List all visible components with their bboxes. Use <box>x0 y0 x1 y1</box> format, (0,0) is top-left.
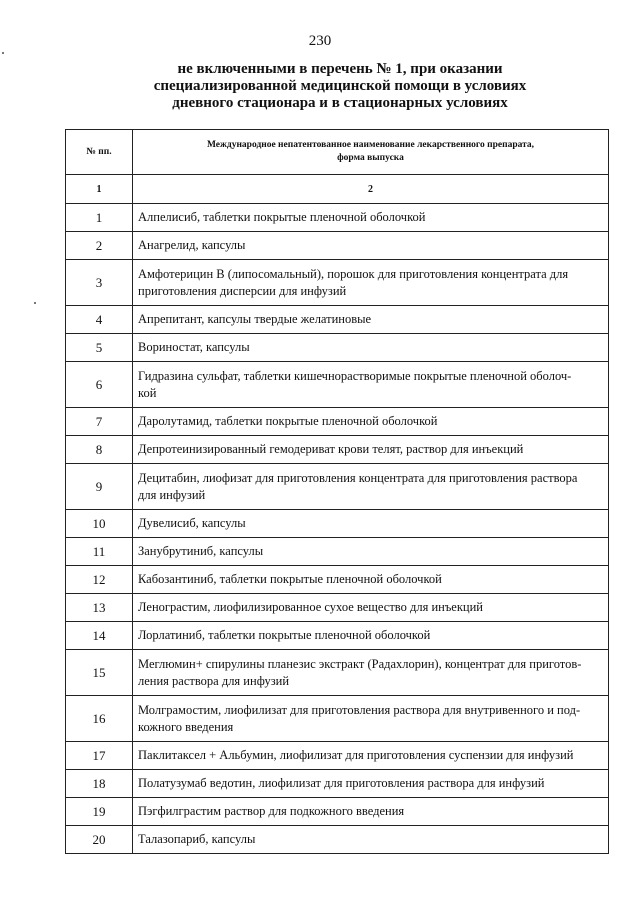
row-number: 2 <box>66 232 133 260</box>
drug-name-line: Талазопариб, капсулы <box>138 832 256 846</box>
table-row <box>66 232 609 260</box>
drug-name-line: Гидразина сульфат, таблетки кишечнорастворимые покрытые пленочной оболоч- <box>138 368 572 383</box>
header-drug-name-line: Международное непатентованное наименование лекарственного препарата, <box>206 140 535 150</box>
drug-name-cell <box>133 770 609 798</box>
drug-name-line: Кабозантиниб, таблетки покрытые пленочной оболочкой <box>138 572 442 586</box>
row-number: 19 <box>66 798 133 826</box>
drug-name-line: кой <box>138 385 157 400</box>
drug-name-cell <box>133 622 609 650</box>
title-line: дневного стационара и в стационарных условиях <box>172 95 508 111</box>
table-row <box>66 464 609 510</box>
drug-name-cell <box>133 538 609 566</box>
drug-name-cell <box>133 594 609 622</box>
drug-name-line: Лорлатиниб, таблетки покрытые пленочной оболочкой <box>138 628 431 642</box>
page-number: 230 <box>308 33 332 49</box>
table-row <box>66 826 609 854</box>
drug-name-cell <box>133 826 609 854</box>
row-number: 4 <box>66 306 133 334</box>
row-number: 16 <box>66 696 133 742</box>
drug-name-line: Молграмостим, лиофилизат для приготовления раствора для внутривенного и под- <box>138 702 581 717</box>
row-number: 8 <box>66 436 133 464</box>
row-number: 13 <box>66 594 133 622</box>
table-row <box>66 622 609 650</box>
row-number: 14 <box>66 622 133 650</box>
table-row <box>66 742 609 770</box>
row-number: 20 <box>66 826 133 854</box>
header-number: № пп. <box>66 130 133 175</box>
table-row <box>66 510 609 538</box>
drug-name-cell <box>133 204 609 232</box>
row-number: 5 <box>66 334 133 362</box>
drug-name-line: Амфотерицин В (липосомальный), порошок для приготовления концентрата для <box>138 266 569 281</box>
table-row <box>66 408 609 436</box>
row-number: 12 <box>66 566 133 594</box>
scan-speck <box>2 52 4 54</box>
table-row <box>66 306 609 334</box>
header-drug-name-line: форма выпуска <box>337 153 404 163</box>
header-drug-name <box>133 130 609 175</box>
drug-name-line: Даролутамид, таблетки покрытые пленочной оболочкой <box>138 414 438 428</box>
document-title <box>80 61 600 112</box>
drug-name-line: Алпелисиб, таблетки покрытые пленочной оболочкой <box>138 210 426 224</box>
drug-name-line: Децитабин, лиофизат для приготовления концентрата для приготовления раствора <box>138 470 578 485</box>
drug-name-line: Депротеинизированный гемодериват крови телят, раствор для инъекций <box>138 442 524 456</box>
drug-name-cell <box>133 464 609 510</box>
drug-name-line: Анагрелид, капсулы <box>138 238 246 252</box>
row-number: 6 <box>66 362 133 408</box>
table-row <box>66 696 609 742</box>
drug-name-line: кожного введения <box>138 719 234 734</box>
table-row <box>66 436 609 464</box>
table-header-row <box>66 130 609 175</box>
row-number: 1 <box>66 204 133 232</box>
column-number-row <box>66 175 609 204</box>
table-row <box>66 770 609 798</box>
scan-speck <box>34 302 36 304</box>
drug-name-cell <box>133 232 609 260</box>
table-row <box>66 362 609 408</box>
drug-name-line: Пэгфилграстим раствор для подкожного введения <box>138 804 405 818</box>
table-row <box>66 538 609 566</box>
drug-name-cell <box>133 408 609 436</box>
drug-table <box>65 129 609 854</box>
drug-name-line: приготовления дисперсии для инфузий <box>138 283 347 298</box>
drug-name-line: Паклитаксел + Альбумин, лиофилизат для приготовления суспензии для инфузий <box>138 748 574 762</box>
table-row <box>66 650 609 696</box>
table-row <box>66 594 609 622</box>
drug-name-line: для инфузий <box>138 487 206 502</box>
table-body <box>66 204 609 854</box>
row-number: 10 <box>66 510 133 538</box>
drug-name-line: ления раствора для инфузий <box>138 673 290 688</box>
drug-name-cell <box>133 696 609 742</box>
table-row <box>66 204 609 232</box>
row-number: 9 <box>66 464 133 510</box>
drug-name-cell <box>133 436 609 464</box>
row-number: 3 <box>66 260 133 306</box>
drug-name-line: Дувелисиб, капсулы <box>138 516 246 530</box>
column-number: 1 <box>66 175 133 204</box>
table-row <box>66 798 609 826</box>
column-number: 2 <box>133 175 609 204</box>
drug-name-cell <box>133 510 609 538</box>
row-number: 11 <box>66 538 133 566</box>
row-number: 18 <box>66 770 133 798</box>
title-line: специализированной медицинской помощи в условиях <box>153 78 527 94</box>
row-number: 17 <box>66 742 133 770</box>
drug-name-line: Ленограстим, лиофилизированное сухое вещество для инъекций <box>138 600 483 614</box>
drug-name-cell <box>133 650 609 696</box>
table-row <box>66 260 609 306</box>
drug-name-cell <box>133 334 609 362</box>
drug-name-cell <box>133 260 609 306</box>
drug-name-cell <box>133 362 609 408</box>
row-number: 15 <box>66 650 133 696</box>
table-row <box>66 334 609 362</box>
drug-name-line: Полатузумаб ведотин, лиофилизат для приготовления раствора для инфузий <box>138 776 545 790</box>
drug-name-cell <box>133 798 609 826</box>
drug-name-line: Апрепитант, капсулы твердые желатиновые <box>138 312 372 326</box>
drug-name-line: Вориностат, капсулы <box>138 340 250 354</box>
title-line: не включенными в перечень № 1, при оказании <box>177 61 503 77</box>
drug-name-line: Занубрутиниб, капсулы <box>138 544 264 558</box>
drug-name-cell <box>133 566 609 594</box>
table-row <box>66 566 609 594</box>
drug-name-line: Меглюмин+ спирулины планезис экстракт (Радахлорин), концентрат для приготов- <box>138 656 582 671</box>
drug-name-cell <box>133 742 609 770</box>
row-number: 7 <box>66 408 133 436</box>
drug-name-cell <box>133 306 609 334</box>
